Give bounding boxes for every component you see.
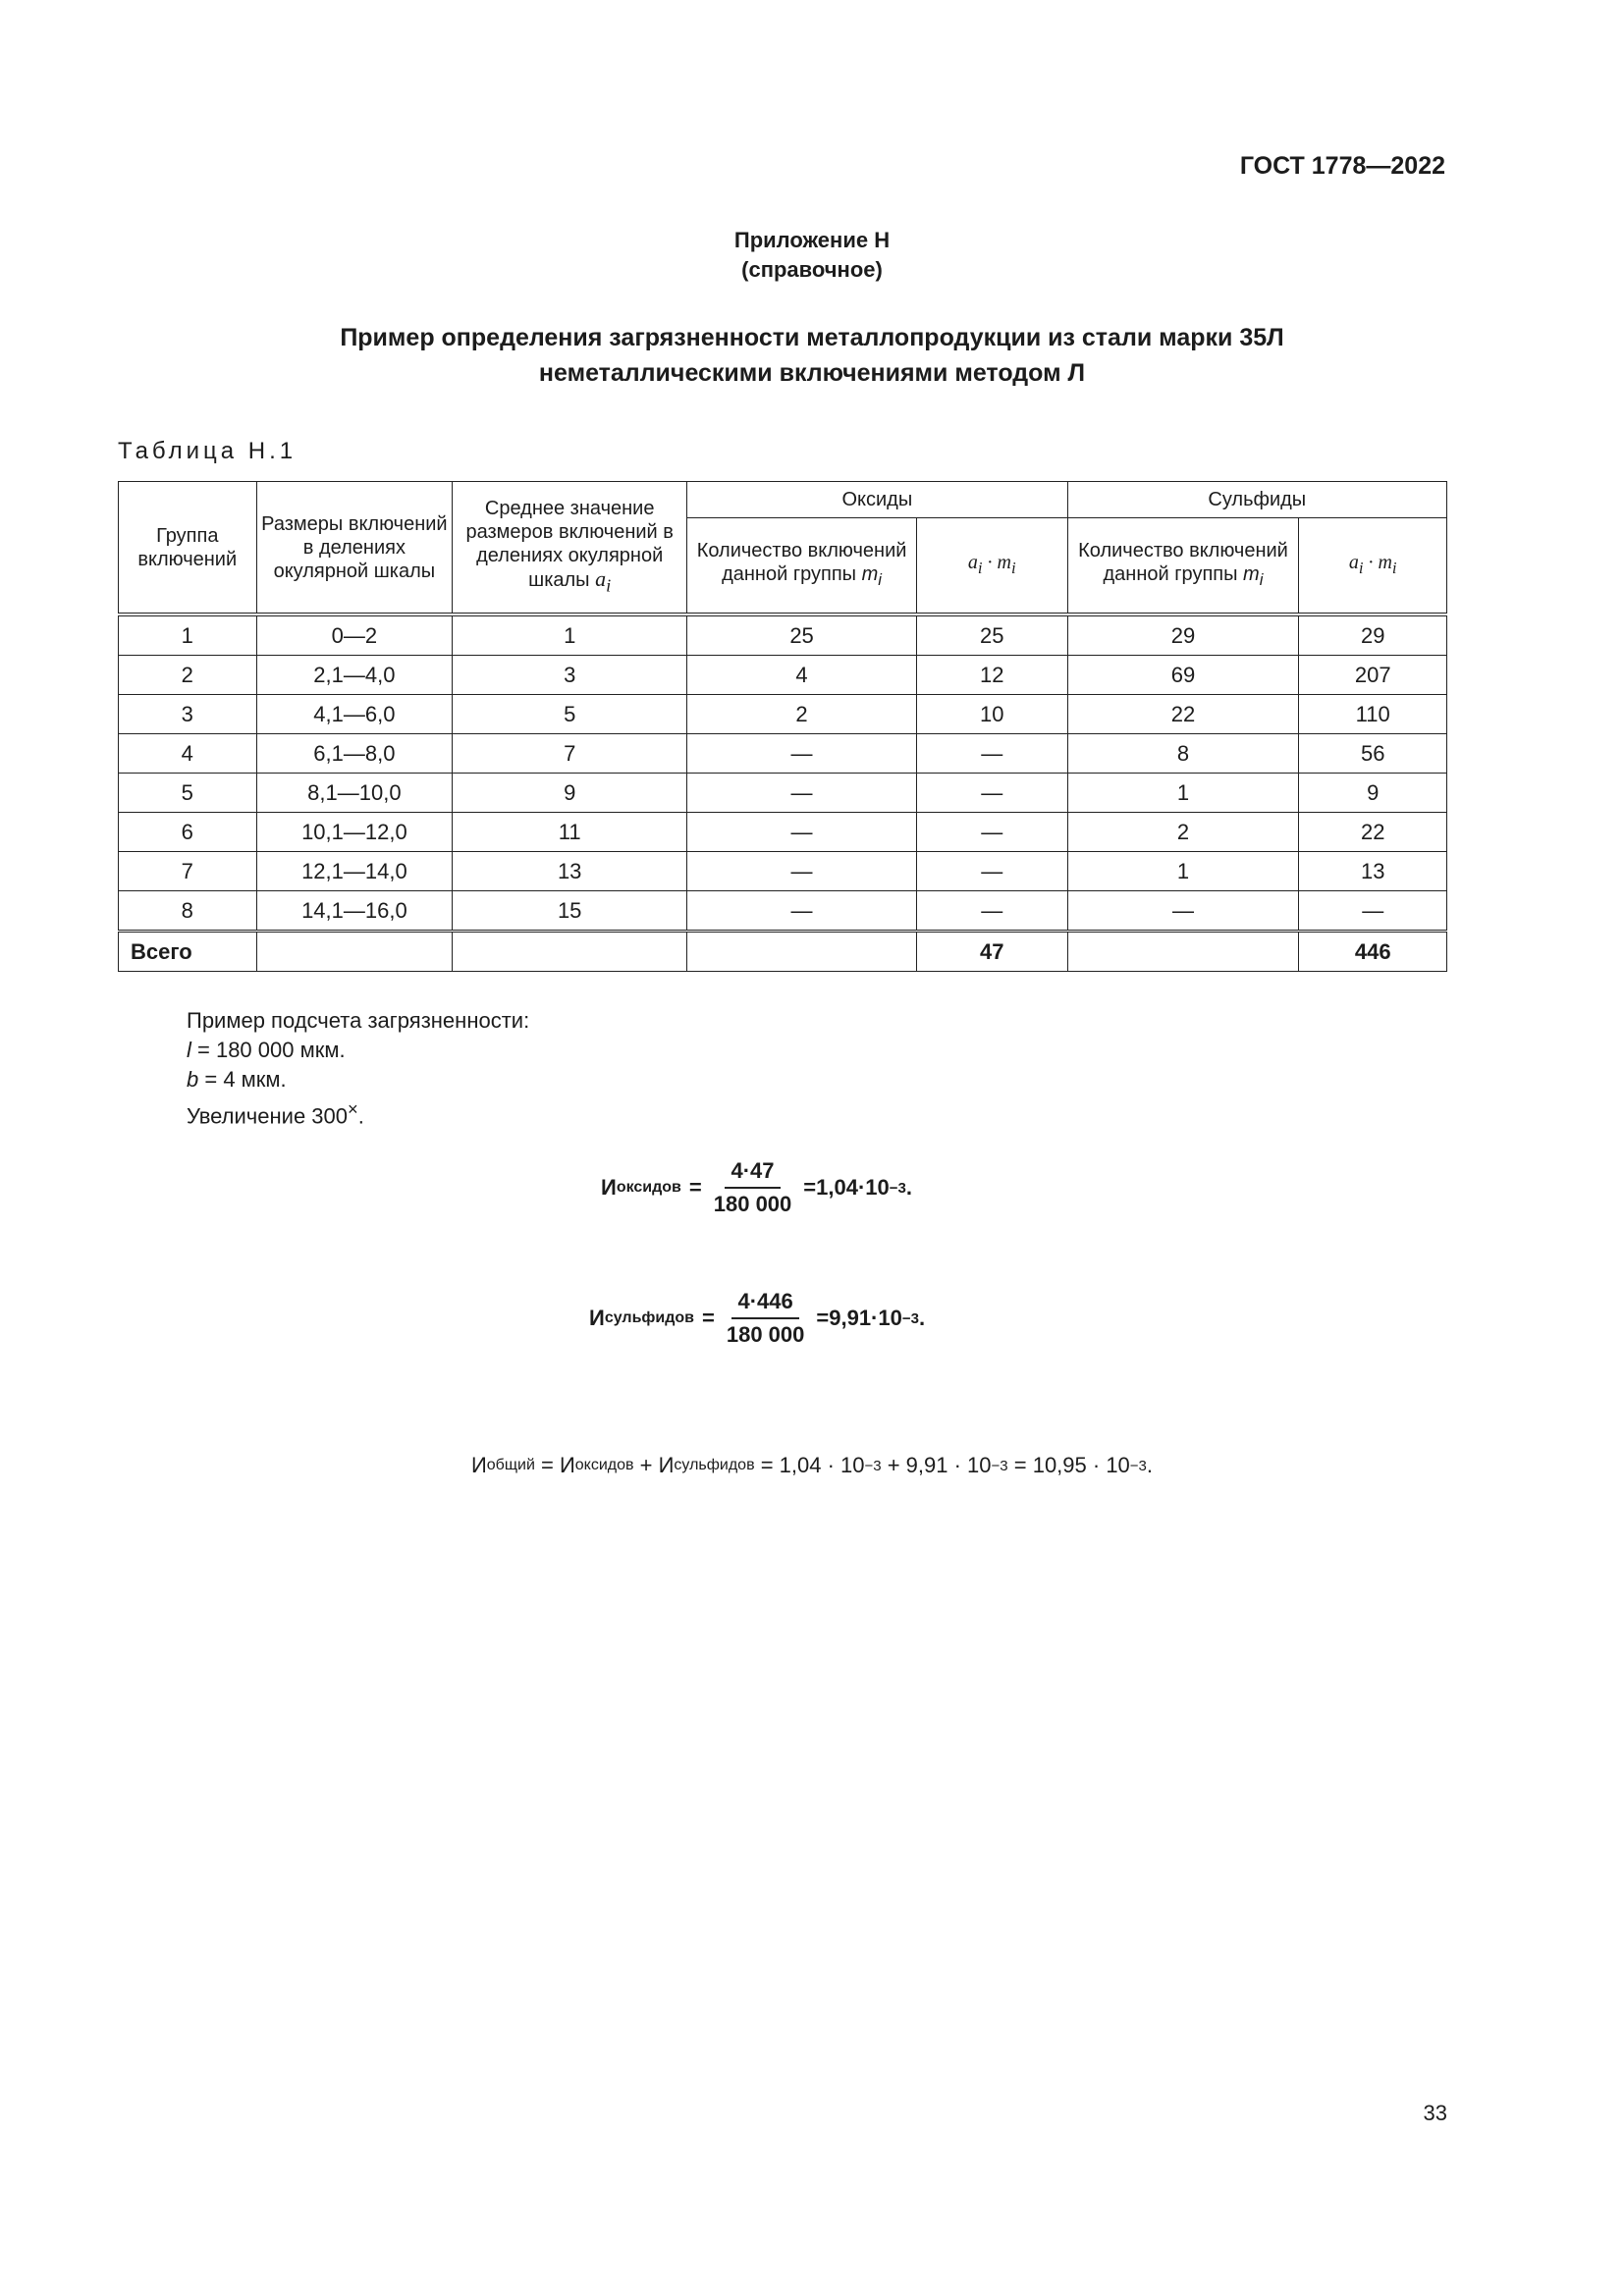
table-total-row	[119, 932, 1447, 972]
table-cell: —	[916, 734, 1067, 774]
table-cell: 7	[453, 734, 687, 774]
fraction: $\frac{4\cdot 446}{180 000}$	[726, 1289, 805, 1347]
table-cell: 29	[1299, 614, 1447, 656]
total-label: Всего	[119, 932, 257, 972]
mean-symbol: $a_i$	[595, 566, 612, 596]
table-cell: 6,1—8,0	[256, 734, 453, 774]
table-cell: 2	[119, 656, 257, 695]
table-cell: 4,1—6,0	[256, 695, 453, 734]
table-cell: 14,1—16,0	[256, 891, 453, 932]
table-cell: 8,1—10,0	[256, 774, 453, 813]
table-cell: 11	[453, 813, 687, 852]
count-symbol: $m_i$	[1243, 563, 1264, 589]
formula-total: И общий = И оксидов + И сульфидов = 1,04 · 10 −3 + 9,91 · 10 −3 = 10,95 · 10 −3 .	[470, 1453, 1154, 1477]
table-cell: 9	[453, 774, 687, 813]
table-cell: 1	[1067, 774, 1299, 813]
table-cell: 1	[119, 614, 257, 656]
table-cell: 1	[453, 614, 687, 656]
table-cell: 7	[119, 852, 257, 891]
table-cell: 2,1—4,0	[256, 656, 453, 695]
table-cell: 1	[1067, 852, 1299, 891]
table-cell: 8	[119, 891, 257, 932]
table-cell: 5	[453, 695, 687, 734]
notes-width: b = 4 мкм.	[187, 1067, 287, 1092]
oxides-total: 47	[916, 932, 1067, 972]
appendix-heading	[0, 226, 1624, 285]
table-cell: 12,1—14,0	[256, 852, 453, 891]
document-code: ГОСТ 1778—2022	[1239, 152, 1445, 180]
table-cell: 2	[1067, 813, 1299, 852]
sulfides-total: 446	[1299, 932, 1447, 972]
table-cell: 6	[119, 813, 257, 852]
table-row	[119, 813, 1447, 852]
document-title-line: Пример определения загрязненности металлопродукции из стали марки 35Л	[340, 324, 1284, 351]
table-cell: 0—2	[256, 614, 453, 656]
table-cell: 13	[1299, 852, 1447, 891]
table-cell: 2	[687, 695, 917, 734]
table-cell: —	[916, 891, 1067, 932]
table-cell: 69	[1067, 656, 1299, 695]
header-oxides-count: Количество включений данной группы $m_i$	[687, 518, 917, 615]
header-sulfides-product: $a_i \cdot m_i$	[1299, 518, 1447, 615]
table-cell: 22	[1299, 813, 1447, 852]
calculation-notes	[187, 1006, 529, 1131]
notes-intro: Пример подсчета загрязненности:	[187, 1008, 530, 1033]
table-cell: 25	[916, 614, 1067, 656]
table-cell: 15	[453, 891, 687, 932]
table-caption: Таблица Н.1	[118, 438, 298, 464]
table-cell: —	[1299, 891, 1447, 932]
table-cell: —	[687, 852, 917, 891]
table-cell	[453, 932, 687, 972]
table-row	[119, 891, 1447, 932]
table-cell: 5	[119, 774, 257, 813]
table-cell: 22	[1067, 695, 1299, 734]
header-oxides: Оксиды	[687, 482, 1067, 518]
table-cell	[687, 932, 917, 972]
header-oxides-product: $a_i \cdot m_i$	[916, 518, 1067, 615]
header-group: Группа включений	[119, 482, 257, 615]
table-cell: 13	[453, 852, 687, 891]
table-row	[119, 774, 1447, 813]
table-row	[119, 695, 1447, 734]
table-cell: 12	[916, 656, 1067, 695]
page-number: 33	[1423, 2101, 1447, 2125]
count-symbol: $m_i$	[861, 563, 882, 589]
table-cell: 56	[1299, 734, 1447, 774]
fraction: $\frac{4\cdot 47}{180 000}$	[713, 1158, 792, 1216]
table-cell: 8	[1067, 734, 1299, 774]
table-cell: —	[687, 734, 917, 774]
table-cell: —	[687, 891, 917, 932]
appendix-title: Приложение Н	[733, 228, 891, 252]
table-cell: —	[687, 774, 917, 813]
table-row	[119, 852, 1447, 891]
document-title	[0, 320, 1624, 391]
header-sizes: Размеры включений в делениях окулярной шкалы	[256, 482, 453, 615]
table-cell: —	[687, 813, 917, 852]
table-cell: 3	[453, 656, 687, 695]
table-cell: —	[916, 813, 1067, 852]
table-cell: 10	[916, 695, 1067, 734]
header-sulfides: Сульфиды	[1067, 482, 1446, 518]
table-cell: —	[916, 774, 1067, 813]
document-title-line: неметаллическими включениями методом Л	[538, 359, 1086, 387]
notes-length: l = 180 000 мкм.	[187, 1038, 346, 1062]
table-cell: —	[1067, 891, 1299, 932]
notes-magnification: Увеличение 300×.	[187, 1098, 364, 1129]
formula-oxides: И оксидов = $\frac{4\cdot 47}{180 000}$ =1,04·10 −3 .	[601, 1158, 912, 1216]
formula-sulfides: И сульфидов = $\frac{4\cdot 446}{180 000}$ =9,91·10 −3 .	[589, 1289, 926, 1347]
header-mean: Среднее значение размеров включений в делениях окулярной шкалы $a_i$	[453, 482, 687, 615]
table-cell: 9	[1299, 774, 1447, 813]
table-cell: 110	[1299, 695, 1447, 734]
table-row	[119, 656, 1447, 695]
appendix-subtitle: (справочное)	[741, 257, 883, 282]
table-cell	[256, 932, 453, 972]
table-cell: 3	[119, 695, 257, 734]
table-row	[119, 614, 1447, 656]
inclusions-table	[118, 481, 1447, 972]
header-sulfides-count: Количество включений данной группы $m_i$	[1067, 518, 1299, 615]
table-cell	[1067, 932, 1299, 972]
table-cell: 29	[1067, 614, 1299, 656]
table-row	[119, 734, 1447, 774]
table-cell: 4	[119, 734, 257, 774]
table-cell: —	[916, 852, 1067, 891]
table-cell: 10,1—12,0	[256, 813, 453, 852]
table-cell: 25	[687, 614, 917, 656]
table-cell: 4	[687, 656, 917, 695]
table-cell: 207	[1299, 656, 1447, 695]
